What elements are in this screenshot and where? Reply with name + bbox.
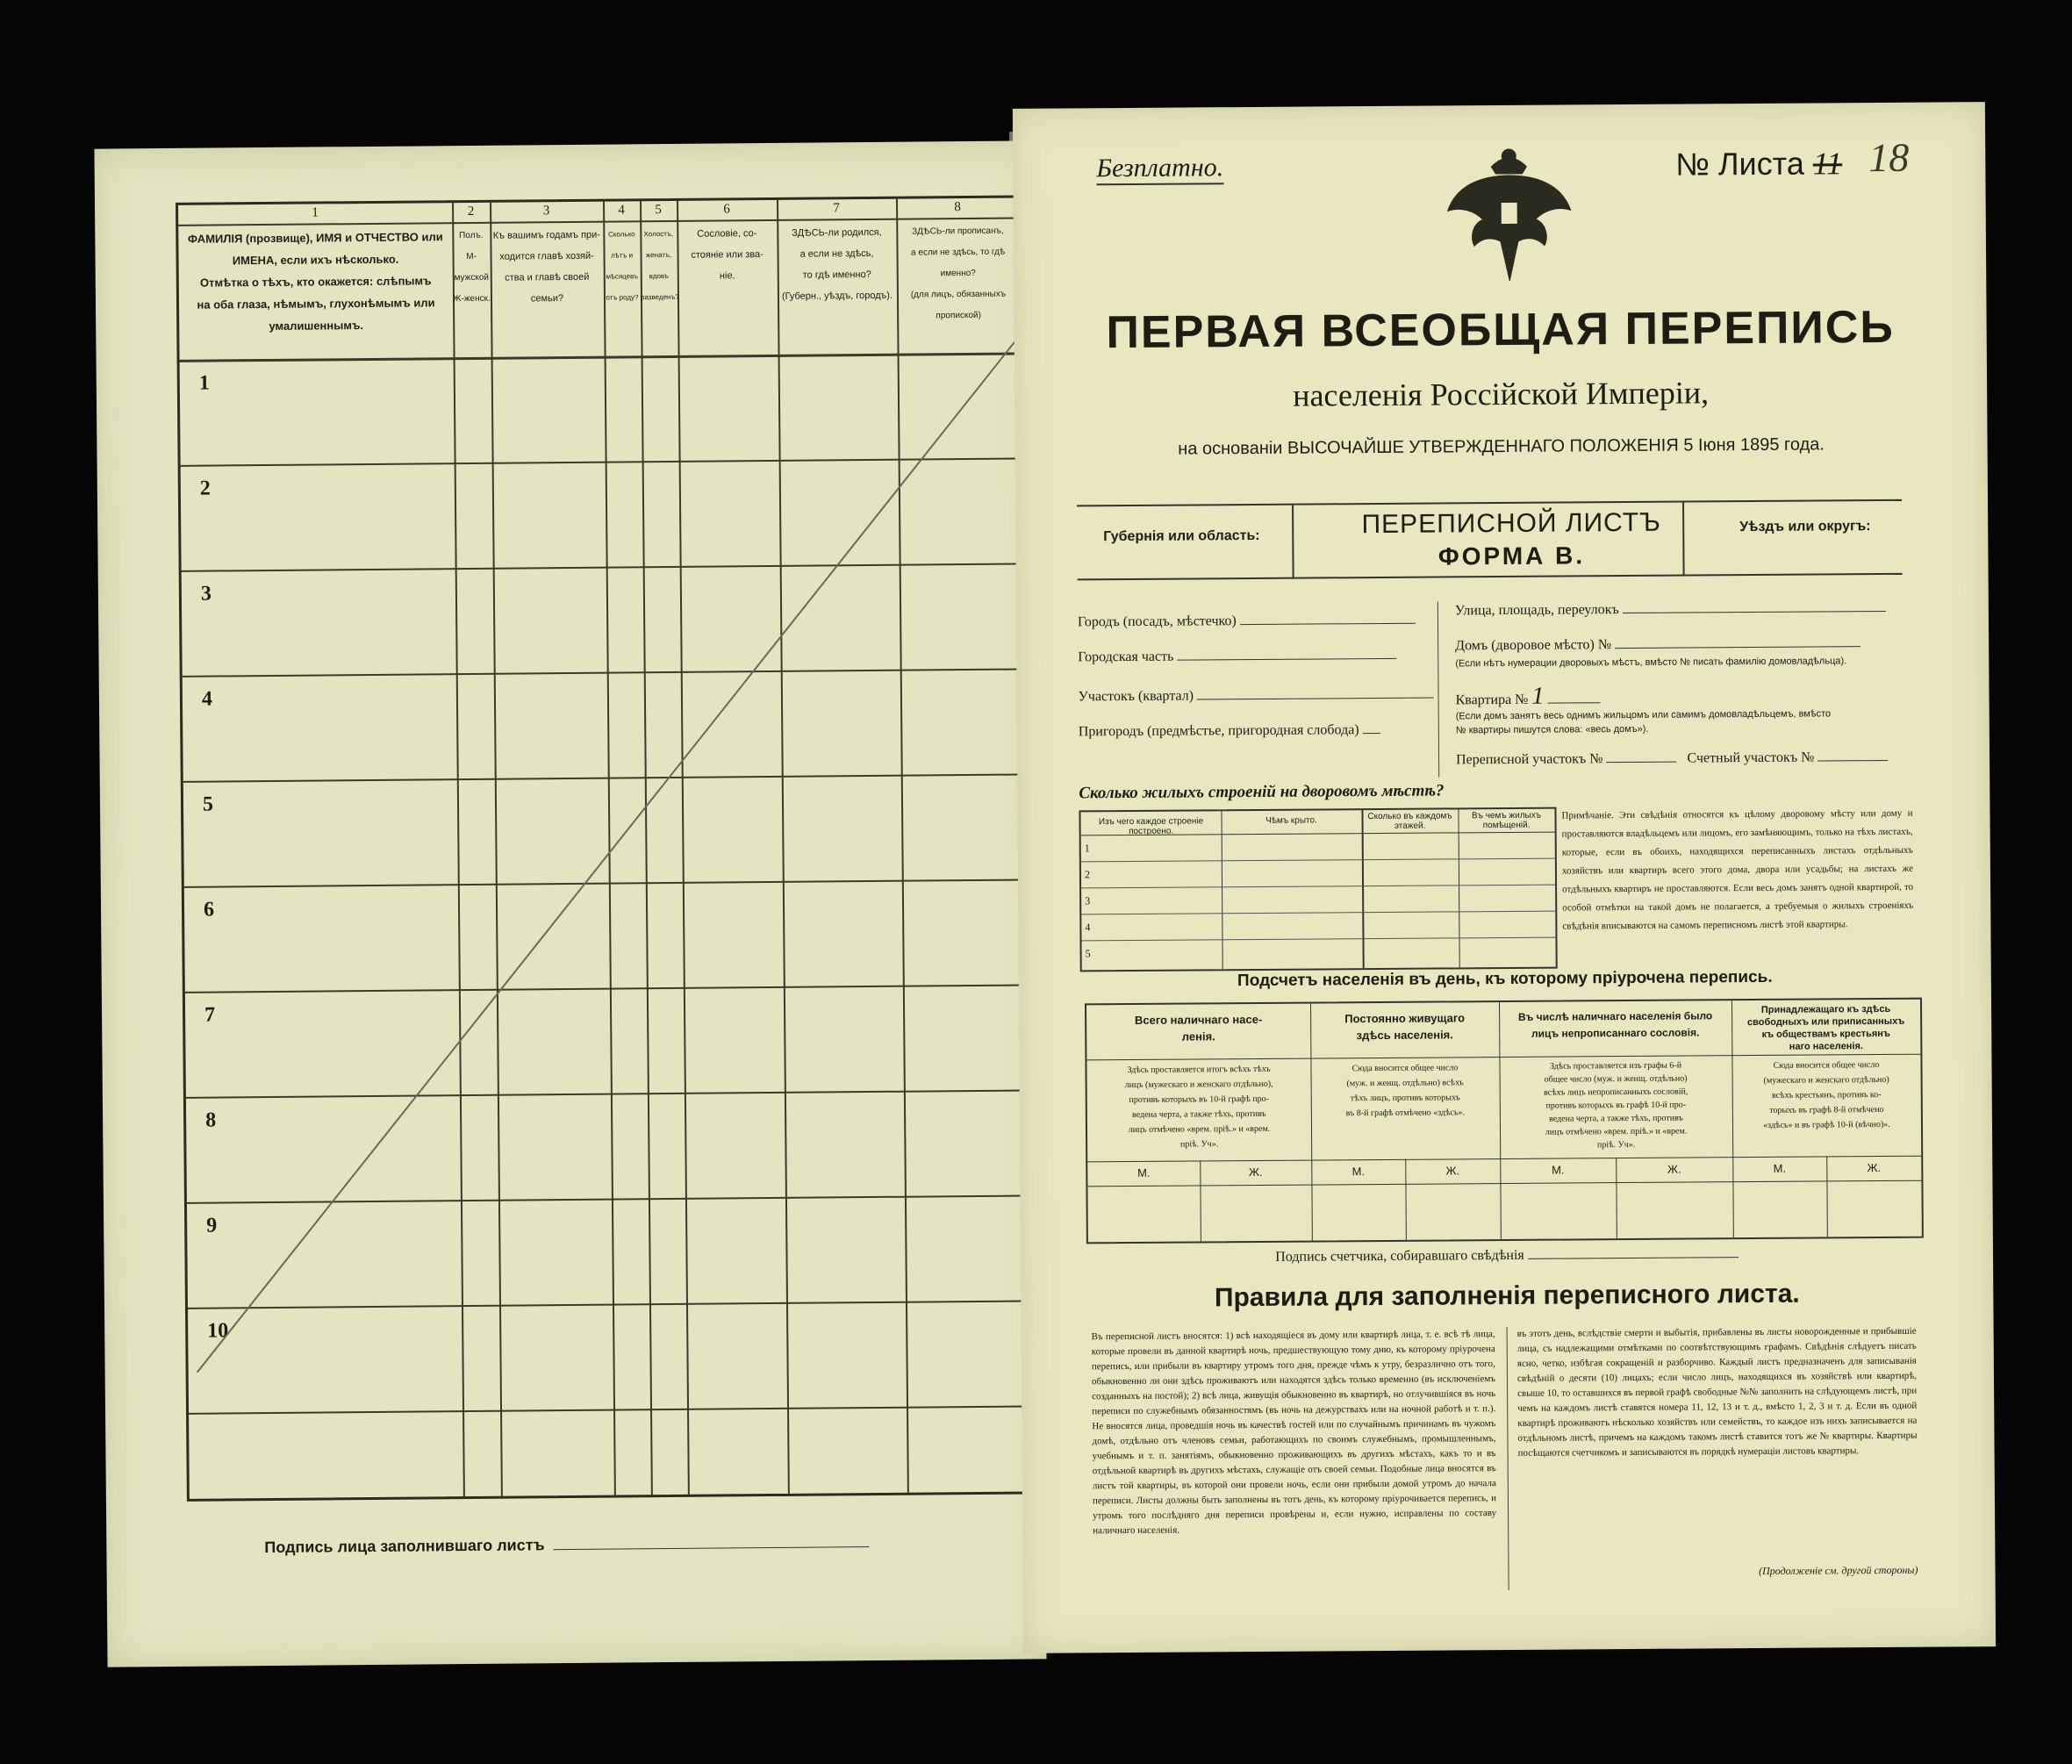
- column-header-relation: Къ вашимъ годамъ при- ходится главѣ хозяй- ства и главѣ своей семьи?: [492, 229, 600, 305]
- form-header-box: [1077, 499, 1903, 581]
- count-female-label: Ж.: [1445, 1164, 1460, 1178]
- count-body-peasants: Сюда вносится общее число (мужескаго и женскаго отдѣльно) всѣхъ крестьянъ, противъ ко- торыхъ въ графѣ 8-й отмѣчено «здѣсь» и въ графѣ 10-й (вѣчно)».: [1763, 1060, 1890, 1130]
- address-flat: Квартира № 1: [1455, 682, 1600, 711]
- row-number: 4: [201, 687, 213, 711]
- count-body-unregistered: Здѣсь проставляется изъ графы 6-й общее число (муж. и женщ. отдѣльно) всѣхъ лицъ непрописанныхъ сословій, противъ которыхъ въ графѣ 10-й про- ведена черта, а также тѣхъ, противъ лицъ отмѣчено «врем. пріѣ.» и «врем. пріѣ. Уч».: [1544, 1060, 1688, 1151]
- continued-note: (Продолженіе см. другой стороны): [1759, 1563, 1918, 1577]
- buildings-note: Примѣчаніе. Эти свѣдѣнія относятся къ цѣлому дворовому мѣсту или дому и проставляются владѣльцемъ или лицомъ, его замѣняющимъ, только на тѣхъ листахъ, которые, если въ обоихъ, находящихся переписанныхъ листахъ отдѣльныхъ хозяйствъ или квартиръ всего этого дома, двора или усадьбы; на листахъ же отдѣльныхъ квартиръ не проставляются. Если весь домъ занятъ одной квартирой, то особой отмѣтки на такой домъ не полагается, а требуемыя о жилыхъ строеніяхъ свѣдѣнія вписываются на самомъ переписномъ листѣ этой квартиры.: [1561, 807, 1914, 932]
- count-male-label: М.: [1773, 1161, 1787, 1175]
- column-header-age: Сколько лѣтъ и мѣсяцевъ отъ роду?: [606, 230, 639, 302]
- count-header-peasants: Принадлежащаго къ здѣсь свободныхъ или приписанныхъ къ обществамъ крестьянъ наго населенія.: [1746, 1003, 1905, 1052]
- rules-text-left: Въ переписной листъ вносятся: 1) всѣ находящіеся въ дому или квартирѣ лица, т. е. всѣ тѣ лица, которые провели въ данной квартирѣ ночь, предшествующую тому дню, къ которому пріурочена перепись, или прибыли въ квартиру утромъ того дня, прежде чѣмъ к утру, безразлично отъ того, обыкновенно ли они здѣсь проживаютъ или находятся здѣсь только временно (въ исключеніемъ созданныхъ на постой); 2) всѣ лица, живущія обыкновенно въ квартирѣ, но отлучившіяся въ ночь переписи по служебнымъ обязанностямъ (въ ночь на дежурствахъ или на ночной работѣ и т. п.). Не вносятся лица, проведшія ночь въ качествѣ гостей или по случайнымъ причинамъ въ чужомъ домѣ, отдѣльно отъ членовъ семьи, работающихъ по своимъ служебнымъ, промышленнымъ, учебнымъ и т. п. занятіямъ, обыкновенно проживающихъ въ другихъ мѣстахъ, какъ то и въ отдѣльной квартирѣ въ другихъ мѣстахъ, служащіе отъ своей семьи. Подобные лица вносятся въ листъ той квартиры, въ которой они провели ночь, если они прибыли домой утромъ до начала переписи. Листы должны быть заполнены въ тотъ день, къ которому пріурочивается перепись, и утромъ того послѣдняго дня переписи провѣрены и, если нужно, исправлены по составу наличнаго населенія.: [1091, 1329, 1497, 1537]
- free-label: Безплатно.: [1096, 153, 1223, 185]
- handwritten-sheet-number: 18: [1868, 134, 1910, 181]
- column-number: 5: [655, 203, 662, 218]
- address-city-part: Городская часть: [1078, 646, 1396, 666]
- buildings-header: Сколько въ каждомъ этажей.: [1367, 811, 1452, 831]
- row-number: 6: [203, 898, 215, 921]
- address-town: Городъ (посадъ, мѣстечко): [1078, 611, 1416, 631]
- form-label: ФОРМА В.: [1437, 541, 1586, 570]
- flat-number-handwritten: 1: [1531, 682, 1545, 710]
- census-district: Переписной участокъ № Счетный участокъ №: [1456, 748, 1888, 768]
- address-flat-note-2: № квартиры пишутся слова: «весь домъ»).: [1455, 723, 1649, 736]
- column-header-registration: ЗДѢСЬ-ли прописанъ, а если не здѣсь, то гдѣ именно? (для лицъ, обязанныхъ пропиской): [910, 226, 1007, 321]
- left-signature: Подпись лица заполнившаго листъ: [264, 1533, 869, 1557]
- column-number: 6: [723, 202, 730, 217]
- count-male-label: М.: [1552, 1163, 1565, 1177]
- column-header-sex: Полъ. М-мужской Ж-женск.: [453, 230, 491, 305]
- count-female-label: Ж.: [1667, 1162, 1681, 1176]
- buildings-table: [1079, 807, 1557, 972]
- buildings-row: 5: [1085, 947, 1091, 960]
- row-number: 10: [207, 1319, 229, 1343]
- column-number: 3: [542, 204, 550, 219]
- address-section: Участокъ (квартал): [1078, 685, 1434, 706]
- buildings-question: Сколько жилыхъ строеній на дворовомъ мѣстѣ?: [1079, 781, 1445, 803]
- right-page: [1013, 102, 1996, 1653]
- document-title: ПЕРВАЯ ВСЕОБЩАЯ ПЕРЕПИСЬ: [1106, 301, 1895, 359]
- row-number: 8: [205, 1108, 217, 1132]
- column-header-estate: Сословіе, со- стояніе или зва- ніе.: [691, 228, 764, 282]
- column-header-birthplace: ЗДѢСЬ-ли родился, а если не здѣсь, то гдѣ именно? (Губерн., уѣздъ, городъ).: [781, 226, 893, 302]
- column-header-name: ФАМИЛІЯ (прозвище), ИМЯ и ОТЧЕСТВО или ИМЕНА, если ихъ нѣсколько. Отмѣтка о тѣхъ, кто окажется: слѣпымъ на оба глаза, нѣмымъ, глухонѣмымъ или умалишеннымъ.: [187, 230, 443, 333]
- population-count-table: [1085, 998, 1924, 1244]
- column-number: 2: [467, 204, 475, 219]
- address-street: Улица, площадь, переулокъ: [1455, 599, 1886, 619]
- row-number: 2: [199, 477, 211, 500]
- count-male-label: М.: [1137, 1165, 1151, 1180]
- sheet-number-struck: 11: [1812, 146, 1843, 182]
- address-flat-note-1: (Если домъ занятъ весь однимъ жильцомъ или самимъ домовладѣльцемъ, вмѣсто: [1455, 708, 1832, 722]
- province-label: Губернія или область:: [1103, 527, 1260, 545]
- count-body-total: Здѣсь проставляется итогъ всѣхъ тѣхъ лицъ (мужескаго и женскаго отдѣльно), противъ которыхъ въ 10-й графѣ про- ведена черта, а также тѣхъ, противъ лицъ отмѣчено «врем. пріѣ.» и «врем. пріѣ. Уч».: [1124, 1064, 1273, 1150]
- address-house-note: (Если нѣтъ нумерации дворовыхъ мѣстъ, вмѣсто № писать фамилію домовладѣльца).: [1455, 656, 1847, 670]
- document-basis: на основаніи ВЫСОЧАЙШЕ УТВЕРЖДЕННАГО ПОЛОЖЕНІЯ 5 Іюня 1895 года.: [1178, 434, 1825, 459]
- population-count-title: Подсчетъ населенія въ день, къ которому пріурочена перепись.: [1237, 967, 1773, 991]
- column-number: 1: [312, 205, 319, 220]
- count-female-label: Ж.: [1248, 1165, 1263, 1180]
- counter-signature: Подпись счетчика, собиравшаго свѣдѣнія: [1021, 1243, 1993, 1267]
- row-number: 3: [200, 582, 212, 606]
- buildings-row: 2: [1084, 868, 1091, 881]
- rules-title: Правила для заполненія переписного листа.: [1214, 1279, 1800, 1313]
- buildings-row: 3: [1085, 894, 1091, 907]
- district-label: Уѣздъ или округъ:: [1739, 519, 1871, 535]
- row-number: 7: [204, 1003, 216, 1027]
- count-body-permanent: Сюда вносится общее число (муж. и женщ. отдѣльно) всѣхъ тѣхъ лицъ, противъ которыхъ въ 8-й графѣ отмѣчено «здѣсь».: [1345, 1063, 1466, 1119]
- column-number: 8: [954, 200, 961, 215]
- document-subtitle: населенія Россійской Имперіи,: [1293, 375, 1710, 413]
- count-male-label: М.: [1351, 1165, 1366, 1179]
- column-number: 7: [833, 201, 840, 216]
- count-female-label: Ж.: [1867, 1161, 1882, 1175]
- address-house: Домъ (дворовое мѣсто) №: [1455, 634, 1860, 654]
- imperial-eagle-emblem: [1443, 140, 1575, 290]
- buildings-header: Изъ чего каждое строеніе построено.: [1098, 816, 1204, 836]
- census-sheet-label: ПЕРЕПИСНОЙ ЛИСТЪ: [1361, 507, 1661, 540]
- count-header-permanent: Постоянно живущаго здѣсь населенія.: [1344, 1011, 1466, 1043]
- address-suburb: Пригородъ (предмѣстье, пригородная слобода): [1079, 721, 1380, 740]
- count-header-total: Всего наличнаго насе- ленія.: [1134, 1012, 1263, 1043]
- rules-text-right: въ этотъ день, вслѣдствіе смерти и выбытія, прибавлены въ листы новорожденные и прибывшіе лица, съ надлежащими отмѣтками по соотвѣтствующимъ графамъ. Свѣдѣнія слѣдуетъ писать ясно, четко, избѣгая сокращеній и разборчиво. Каждый листъ предназначенъ для записыванія свѣдѣній о десяти (10) лицахъ; если число лицъ, находящихся въ хозяйствѣ или квартирѣ, свыше 10, то оставшихся въ первой графѣ свободные №№ заполнить на слѣдующемъ листѣ, при чемъ на каждомъ листѣ ставятся номера 11, 12, 13 и т. д., вмѣсто 1, 2, 3 и т. д. Если въ одной квартирѣ проживаютъ нѣсколько хозяйствъ или семействъ, то каждое изъ нихъ записывается на отдѣльномъ листѣ, причемъ на каждомъ такомъ листѣ ставится тотъ же № квартиры. Квартиры посѣщаются счетчикомъ и записываются въ порядкѣ нумераціи листовъ квартиры.: [1516, 1325, 1918, 1459]
- column-number: 4: [618, 203, 625, 218]
- buildings-header: Въ чемъ жилыхъ помѣщеній.: [1472, 810, 1541, 831]
- row-number: 5: [202, 792, 214, 816]
- row-number: 1: [198, 371, 210, 395]
- buildings-header: Чѣмъ крыто.: [1265, 815, 1317, 826]
- buildings-row: 4: [1085, 921, 1091, 934]
- left-page: [94, 140, 1046, 1667]
- column-header-marital: Холостъ, женатъ, вдовъ разведенъ?: [640, 229, 679, 302]
- buildings-row: 1: [1084, 842, 1090, 855]
- count-header-unregistered: Въ числѣ наличнаго населенія было лицъ непрописаннаго сословія.: [1517, 1009, 1713, 1040]
- row-number: 9: [206, 1214, 218, 1237]
- cancellation-diagonal-line: [178, 197, 1032, 1503]
- sheet-number: № Листа 11: [1675, 145, 1843, 183]
- census-table: [176, 196, 1029, 1502]
